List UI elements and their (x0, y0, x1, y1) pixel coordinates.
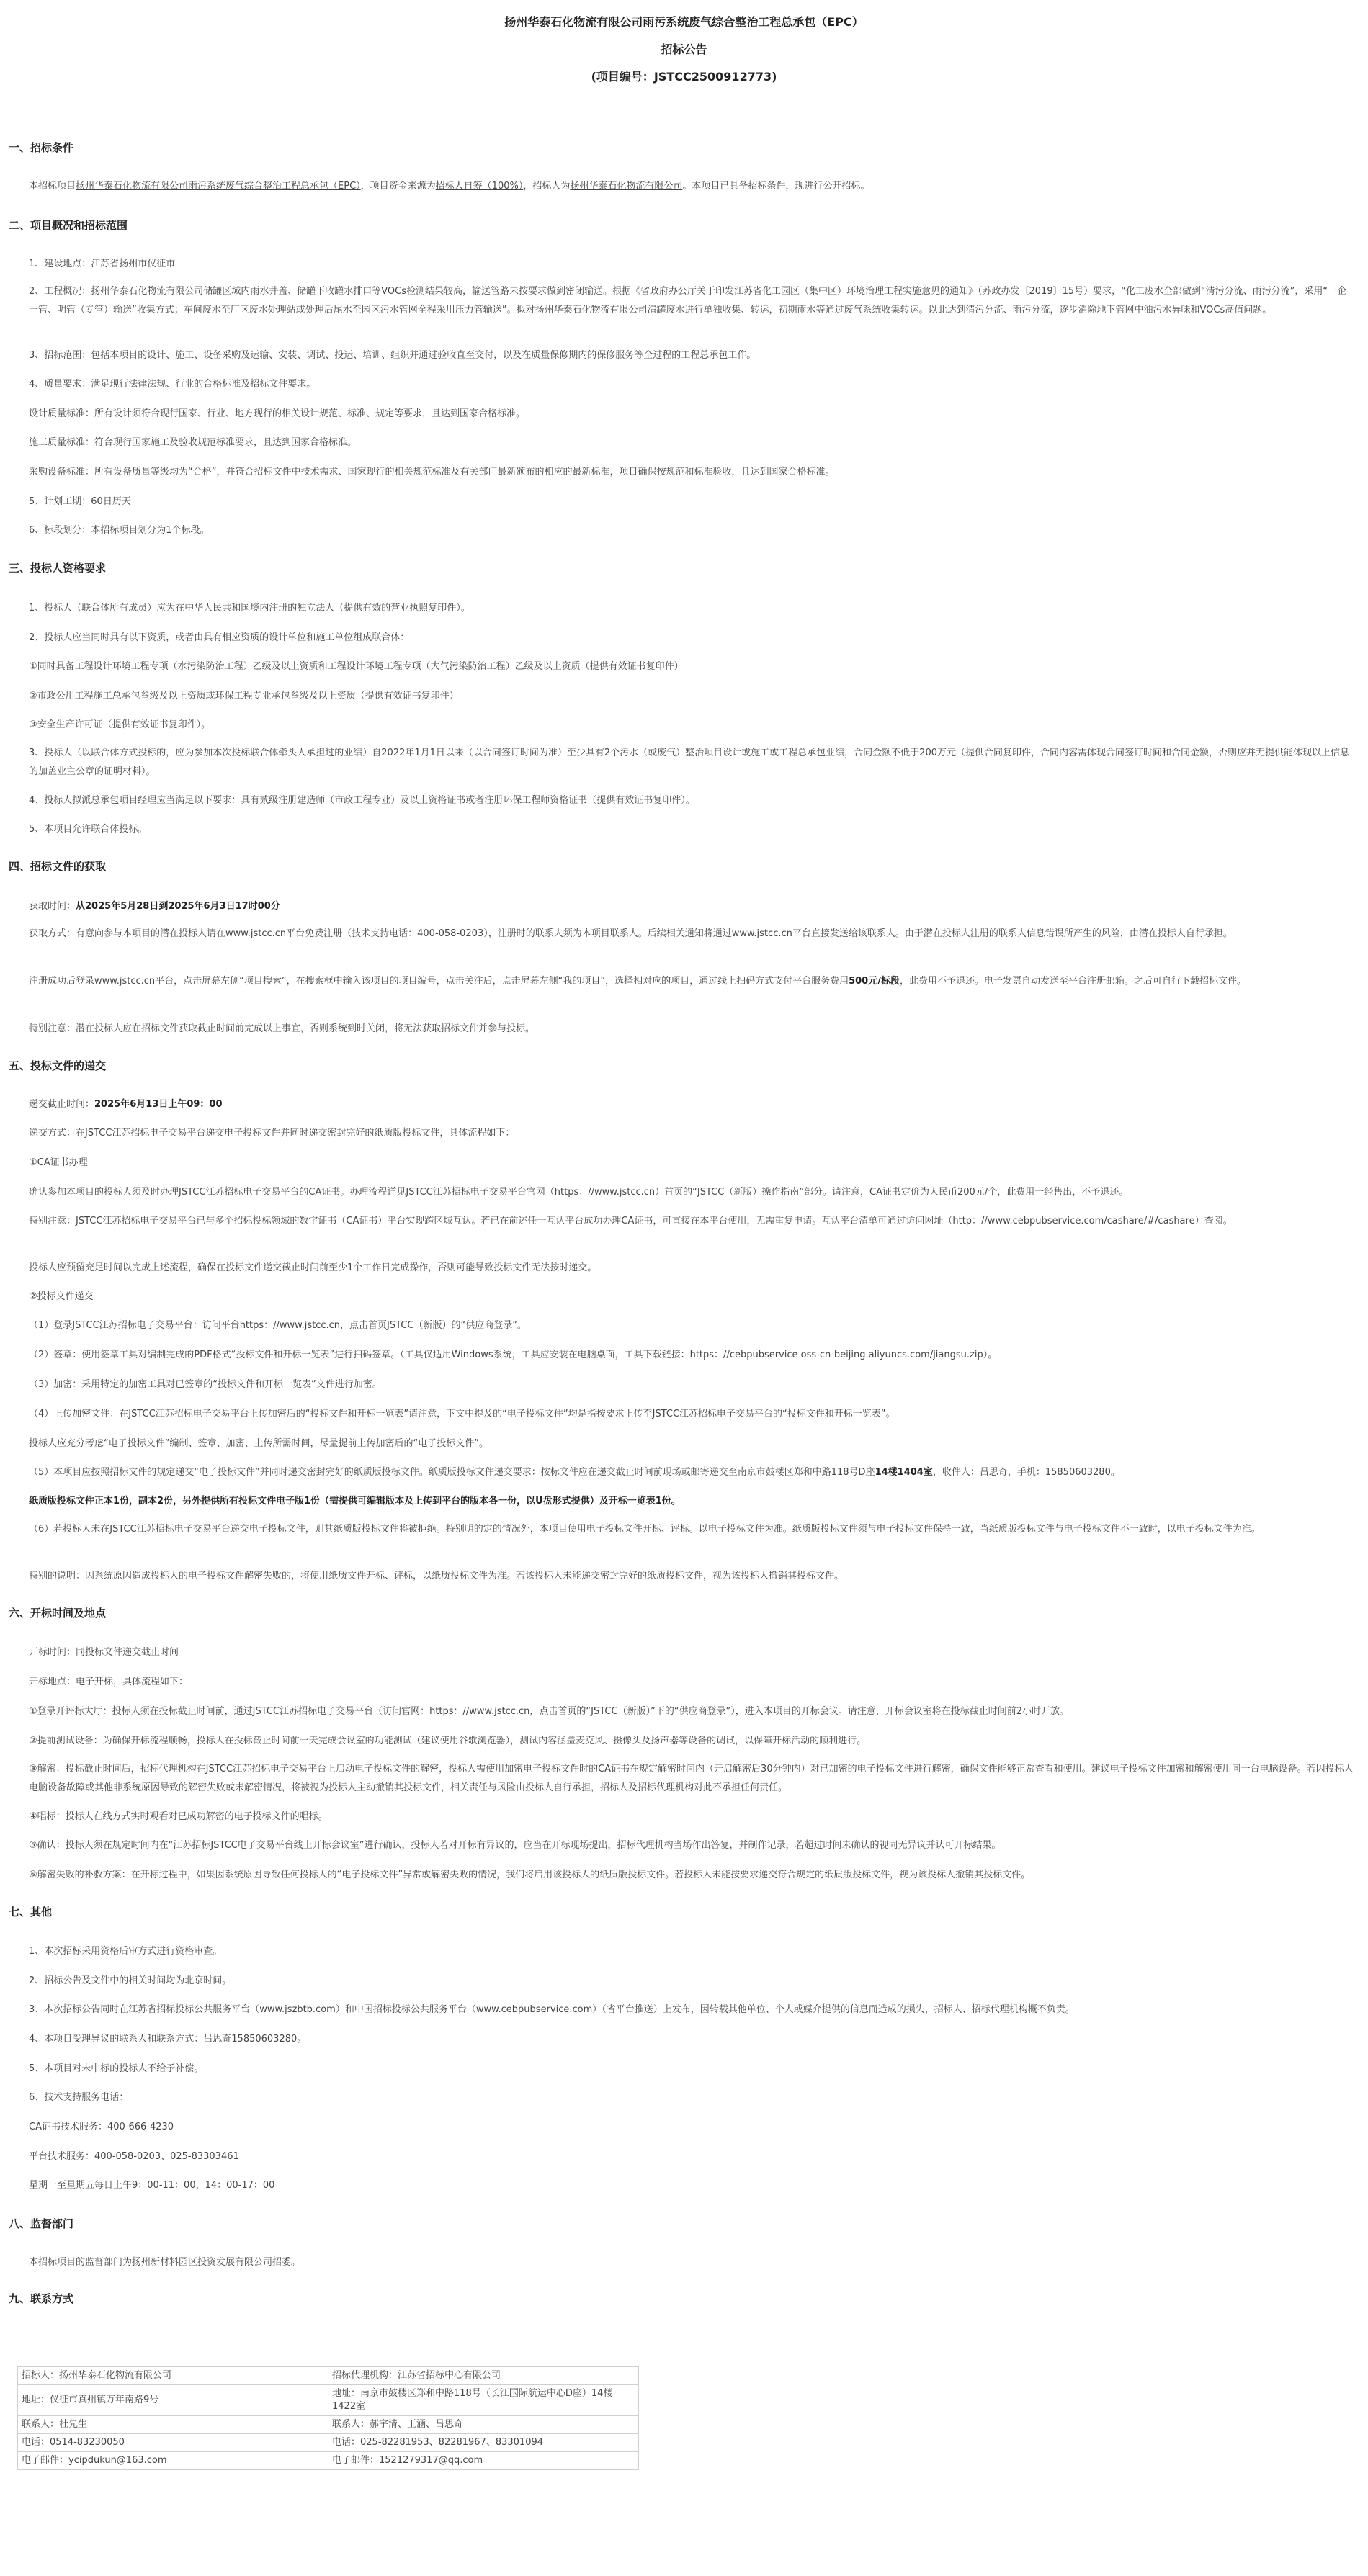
room-number: 14楼1404室 (875, 1467, 933, 1478)
ca-title: ①CA证书办理 (29, 1157, 88, 1168)
opening-item: ①登录开评标大厅：投标人须在投标截止时间前，通过JSTCC江苏招标电子交易平台（访问官网：https：//www.jstcc.cn，点击首页的“JSTCC（新版）”下的“供应商登录”），进入本项目的开标会议。请注意，开标会议室将在投标截止时间前2小时开放。 (29, 1706, 1070, 1717)
project-item: 6、标段划分：本招标项目划分为1个标段。 (29, 525, 210, 536)
submit-deadline-value: 2025年6月13日上午09：00 (94, 1099, 223, 1110)
table-row (18, 2367, 639, 2385)
submit-deadline (29, 1095, 1354, 1114)
section-heading-9: 九、联系方式 (9, 2292, 74, 2305)
discrepancy-rule: （6）若投标人未在JSTCC江苏招标电子交易平台递交电子投标文件，则其纸质版投标文件将被拒绝。特别明的定的情况外，本项目使用电子投标文件开标、评标。以电子投标文件为准。纸质版投标文件须与电子投标文件保持一致，当纸质版投标文件与电子投标文件不一致时，以电子投标文件为准。 (29, 1524, 1261, 1535)
supervision-text: 本招标项目的监督部门为扬州新材料园区投资发展有限公司招委。 (29, 2257, 301, 2268)
project-item: 施工质量标准：符合现行国家施工及验收规范标准要求，且达到国家合格标准。 (29, 437, 357, 448)
table-row (18, 2434, 639, 2452)
other-item: 2、招标公告及文件中的相关时间均为北京时间。 (29, 1975, 232, 1986)
table-cell: 电子邮件：ycipdukun@163.com (18, 2452, 328, 2470)
contact-table (17, 2366, 639, 2470)
bid-step: （1）登录JSTCC江苏招标电子交易平台：访问平台https：//www.jstcc.cn，点击首页JSTCC（新版）的“供应商登录”。 (29, 1320, 527, 1331)
paper-bid (29, 1463, 1354, 1482)
opening-item: ④唱标：投标人在线方式实时观看对已成功解密的电子投标文件的唱标。 (29, 1811, 328, 1822)
bid-title: ②投标文件递交 (29, 1291, 94, 1302)
text-fragment: 获取时间： (29, 901, 76, 912)
other-item: 星期一至星期五每日上午9：00-11：00，14：00-17：00 (29, 2180, 275, 2191)
table-row (18, 2416, 639, 2434)
text-fragment: 注册成功后登录www.jstcc.cn平台，点击屏幕左侧“项目搜索”，在搜索框中输入该项目的项目编号，点击关注后，点击屏幕左侧“我的项目”，选择相对应的项目，通过线上扫码方式支付平台服务费用 (29, 976, 849, 987)
qualification-item: ①同时具备工程设计环境工程专项（水污染防治工程）乙级及以上资质和工程设计环境工程专项（大气污染防治工程）乙级及以上资质（提供有效证书复印件） (29, 661, 684, 672)
bid-step: （4）上传加密文件：在JSTCC江苏招标电子交易平台上传加密后的“投标文件和开标一览表”请注意，下文中提及的“电子投标文件”均是指按要求上传至JSTCC江苏招标电子交易平台的“投标文件和开标一览表”。 (29, 1409, 895, 1419)
service-fee: 500元/标段 (849, 976, 900, 987)
other-item: 平台技术服务：400-058-0203、025-83303461 (29, 2151, 239, 2162)
section-heading-6: 六、开标时间及地点 (9, 1607, 107, 1620)
section-heading-2: 二、项目概况和招标范围 (9, 219, 128, 232)
project-item: 采购设备标准：所有设备质量等级均为“合格”，并符合招标文件中技术需求、国家现行的相关规范标准及有关部门最新颁布的相应的最新标准，项目确保按规范和标准验收，且达到国家合格标准。 (29, 467, 835, 477)
bid-step: （3）加密：采用特定的加密工具对已签章的“投标文件和开标一览表”文件进行加密。 (29, 1379, 382, 1390)
qualification-item: 2、投标人应当同时具有以下资质，或者由具有相应资质的设计单位和施工单位组成联合体： (29, 632, 410, 643)
opening-item: ⑥解密失败的补救方案：在开标过程中，如果因系统原因导致任何投标人的“电子投标文件”异常或解密失败的情况，我们将启用该投标人的纸质版投标文件。若投标人未能按要求递交符合规定的纸质版投标文件，视为该投标人撤销其投标文件。 (29, 1870, 1031, 1880)
submit-method: 递交方式：在JSTCC江苏招标电子交易平台递交电子投标文件并同时递交密封完好的纸质版投标文件，具体流程如下： (29, 1128, 515, 1139)
text-fragment: 本招标项目 (29, 181, 76, 192)
other-item: 6、技术支持服务电话： (29, 2092, 129, 2103)
other-item: 1、本次招标采用资格后审方式进行资格审查。 (29, 1946, 223, 1957)
opening-item: ②提前测试设备：为确保开标流程顺畅，投标人在投标截止时间前一天完成会议室的功能测试（建议使用谷歌浏览器），测试内容涵盖麦克风、摄像头及扬声器等设备的调试，以保障开标活动的顺利进行。 (29, 1736, 867, 1746)
section-heading-4: 四、招标文件的获取 (9, 860, 107, 873)
project-item: 1、建设地点：江苏省扬州市仪征市 (29, 259, 176, 269)
table-cell: 电子邮件：1521279317@qq.com (328, 2452, 639, 2470)
project-item: 2、工程概况：扬州华泰石化物流有限公司储罐区域内雨水井盖、储罐下收罐水排口等VOCs检测结果较高，输送管路未按要求做到密闭输送。根据《省政府办公厅关于印发江苏省化工园区（集中区）环境治理工程实施意见的通知》（苏政办发〔2019〕15号）要求，“化工废水全部做到“清污分流、雨污分流”，采用“一企一管、明管（专管）输送”收集方式；车间废水至厂区废水处理站或处理后尾水至园区污水管网全程采用压力管输送”。拟对扬州华泰石化物流有限公司清罐废水进行单独收集、转运，初期雨水等通过废气系统收集转运。以此达到清污分流、雨污分流，逐步消除地下管网中油污水异味和VOCs高值问题。 (29, 286, 1347, 315)
section-heading-7: 七、其他 (9, 1906, 53, 1918)
table-cell: 联系人：郝宇清、王涵、吕思奇 (328, 2416, 639, 2434)
table-cell: 电话：025-82281953、82281967、83301094 (328, 2434, 639, 2452)
obtain-time (29, 897, 1354, 916)
opening-item: ⑤确认：投标人须在规定时间内在“江苏招标JSTCC电子交易平台线上开标会议室”进行确认，投标人若对开标有异议的，应当在开标现场提出，招标代理机构当场作出答复，并制作记录，若超过时间未确认的视同无异议并认可开标结果。 (29, 1840, 1001, 1851)
paper-bid-copies (29, 1491, 1354, 1511)
qualification-item: ③安全生产许可证（提供有效证书复印件）。 (29, 719, 211, 730)
qualification-item: ②市政公用工程施工总承包叁级及以上资质或环保工程专业承包叁级及以上资质（提供有效证书复印件） (29, 691, 459, 701)
section-heading-5: 五、投标文件的递交 (9, 1059, 107, 1072)
section-heading-1: 一、招标条件 (9, 141, 74, 154)
project-item: 设计质量标准：所有设计须符合现行国家、行业、地方现行的相关设计规范、标准、规定等要求，且达到国家合格标准。 (29, 408, 526, 419)
other-item: 4、本项目受理异议的联系人和联系方式：吕思奇15850603280。 (29, 2034, 307, 2045)
obtain-note: 特别注意：潜在投标人应在招标文件获取截止时间前完成以上事宜，否则系统到时关闭，将无法获取招标文件并参与投标。 (29, 1023, 535, 1034)
table-cell: 地址：仪征市真州镇万年南路9号 (18, 2385, 328, 2416)
project-item: 5、计划工期：60日历天 (29, 496, 131, 507)
ca-advise: 投标人应预留充足时间以完成上述流程，确保在投标文件递交截止时间前至少1个工作日完成操作，否则可能导致投标文件无法按时递交。 (29, 1262, 597, 1273)
text-fragment: ，收件人：吕思奇，手机：15850603280。 (932, 1467, 1120, 1478)
table-cell: 地址：南京市鼓楼区郑和中路118号（长江国际航运中心D座）14楼1422室 (328, 2385, 639, 2416)
table-cell: 招标代理机构：江苏省招标中心有限公司 (328, 2367, 639, 2385)
tender-conditions-paragraph (29, 176, 1354, 196)
table-row (18, 2385, 639, 2416)
other-item: CA证书技术服务：400-666-4230 (29, 2122, 174, 2132)
text-fragment: ，项目资金来源为 (360, 181, 436, 192)
bid-check: 投标人应充分考虑“电子投标文件”编制、签章、加密、上传所需时间，尽量提前上传加密后的“电子投标文件”。 (29, 1438, 488, 1449)
qualification-item: 3、投标人（以联合体方式投标的，应为参加本次投标联合体牵头人承担过的业绩）自2022年1月1日以来（以合同签订时间为准）至少具有2个污水（或废气）整治项目设计或施工或工程总承包业绩，合同金额不低于200万元（提供合同复印件，合同内容需体现合同签订时间和合同金额，否则应并无提供能体现以上信息的加盖业主公章的证明材料）。 (29, 748, 1349, 777)
fund-source: 招标人自筹（100%） (435, 181, 524, 192)
obtain-method: 获取方式：有意向参与本项目的潜在投标人请在www.jstcc.cn平台免费注册（技术支持电话：400-058-0203），注册时的联系人须为本项目联系人。后续相关通知将通过www.jstcc.cn平台直接发送给该联系人。由于潜在投标人注册的联系人信息错误所产生的风险，由潜在投标人自行承担。 (29, 928, 1233, 939)
project-name-link: 扬州华泰石化物流有限公司雨污系统废气综合整治工程总承包（EPC） (76, 181, 361, 192)
table-cell: 招标人：扬州华泰石化物流有限公司 (18, 2367, 328, 2385)
opening-item: 开标时间：同投标文件递交截止时间 (29, 1647, 179, 1658)
text-fragment: （5）本项目应按照招标文件的规定递交“电子投标文件”并同时递交密封完好的纸质版投标文件。纸质版投标文件递交要求：按标文件应在递交截止时间前现场或邮寄递交至南京市鼓楼区郑和中路118号D座 (29, 1467, 875, 1478)
qualification-item: 1、投标人（联合体所有成员）应为在中华人民共和国境内注册的独立法人（提供有效的营业执照复印件）。 (29, 603, 470, 614)
bid-step: （2）签章：使用签章工具对编制完成的PDF格式“投标文件和开标一览表”进行扫码签章。（工具仅适用Windows系统，工具应安装在电脑桌面，工具下载链接：https：//cebpubservice oss-cn-beijing.aliyuncs.com/jiangsu.zip）。 (29, 1350, 998, 1360)
ca-paragraph: 确认参加本项目的投标人须及时办理JSTCC江苏招标电子交易平台的CA证书。办理流程详见JSTCC江苏招标电子交易平台官网（https：//www.jstcc.cn）首页的“JSTCC（新版）操作指南”部分。请注意，CA证书定价为人民币200元/个，此费用一经售出，不予退还。 (29, 1187, 1129, 1198)
document-subtitle: 招标公告 (661, 42, 707, 56)
opening-item: ③解密：投标截止时间后，招标代理机构在JSTCC江苏招标电子交易平台上启动电子投标文件的解密，投标人需使用加密电子投标文件时的CA证书在规定解密时间内（开启解密后30分钟内）对已加密的电子投标文件进行解密，确保文件能够正常查看和使用。建议电子投标文件加密和解密使用同一台电脑设备。若因投标人电脑设备故障或其他非系统原因导致的解密失败或未解密情况，将被视为投标人主动撤销其投标文件，相关责任与风险由投标人自行承担，招标人及招标代理机构对此不承担任何责任。 (29, 1764, 1354, 1793)
ca-note: 特别注意：JSTCC江苏招标电子交易平台已与多个招标投标领域的数字证书（CA证书）平台实现跨区域互认。若已在前述任一互认平台成功办理CA证书，可直接在本平台使用，无需重复申请。互认平台清单可通过访问网址（http：//www.cebpubservice.com/cashare/#/cashare）查阅。 (29, 1216, 1233, 1226)
qualification-item: 4、投标人拟派总承包项目经理应当满足以下要求：具有贰级注册建造师（市政工程专业）及以上资格证书或者注册环保工程师资格证书（提供有效证书复印件）。 (29, 795, 695, 806)
project-number: (项目编号：JSTCC2500912773) (591, 70, 777, 84)
project-item: 3、招标范围：包括本项目的设计、施工、设备采购及运输、安装、调试、投运、培训、组织并通过验收直至交付，以及在质量保修期内的保修服务等全过程的工程总承包工作。 (29, 350, 756, 361)
other-item: 5、本项目对未中标的投标人不给予补偿。 (29, 2063, 204, 2074)
document-title: 扬州华泰石化物流有限公司雨污系统废气综合整治工程总承包（EPC） (504, 15, 864, 29)
section-heading-8: 八、监督部门 (9, 2217, 74, 2230)
table-row (18, 2452, 639, 2470)
tenderer-name: 扬州华泰石化物流有限公司 (570, 181, 683, 192)
text-fragment: 递交截止时间： (29, 1099, 95, 1110)
obtain-login-steps (29, 972, 1354, 991)
text-fragment: ，此费用不予退还。电子发票自动发送至平台注册邮箱。之后可自行下载招标文件。 (899, 976, 1246, 987)
obtain-time-value: 从2025年5月28日到2025年6月3日17时00分 (76, 901, 280, 912)
special-note: 特别的说明：因系统原因造成投标人的电子投标文件解密失败的，将使用纸质文件开标、评标，以纸质投标文件为准。若该投标人未能递交密封完好的纸质投标文件，视为该投标人撤销其投标文件。 (29, 1571, 844, 1581)
text-fragment: 。本项目已具备招标条件，现进行公开招标。 (682, 181, 870, 192)
qualification-item: 5、本项目允许联合体投标。 (29, 824, 148, 835)
table-cell: 联系人：杜先生 (18, 2416, 328, 2434)
text-fragment: ，招标人为 (523, 181, 571, 192)
table-cell: 电话：0514-83230050 (18, 2434, 328, 2452)
opening-item: 开标地点：电子开标，具体流程如下： (29, 1677, 189, 1687)
paper-copies-text: 纸质版投标文件正本1份，副本2份，另外提供所有投标文件电子版1份（需提供可编辑版本及上传到平台的版本各一份，以U盘形式提供）及开标一览表1份。 (29, 1496, 681, 1507)
project-item: 4、质量要求：满足现行法律法规、行业的合格标准及招标文件要求。 (29, 379, 316, 390)
other-item: 3、本次招标公告同时在江苏省招标投标公共服务平台（www.jszbtb.com）和中国招标投标公共服务平台（www.cebpubservice.com）（省平台推送）上发布，因转载其他单位、个人或媒介提供的信息而造成的损失，招标人、招标代理机构概不负责。 (29, 2004, 1075, 2015)
section-heading-3: 三、投标人资格要求 (9, 562, 107, 575)
